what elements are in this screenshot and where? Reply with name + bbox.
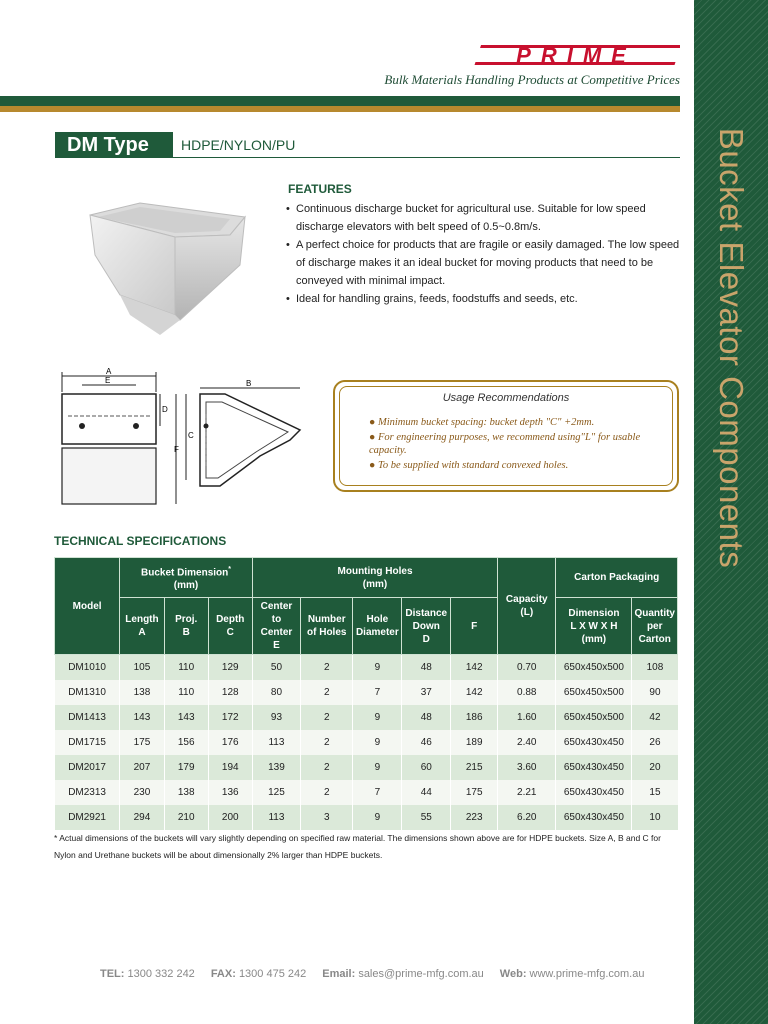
table-cell: 10 xyxy=(632,805,678,830)
tel-value: 1300 332 242 xyxy=(127,968,195,980)
table-row xyxy=(55,805,678,830)
table-cell: 138 xyxy=(164,780,208,805)
header-number-of-holes: Number of Holes xyxy=(301,598,353,655)
dim-label-c: C xyxy=(188,431,194,440)
table-cell: 2 xyxy=(301,655,353,681)
table-cell: 7 xyxy=(353,780,402,805)
table-cell: 9 xyxy=(353,805,402,830)
table-cell: 110 xyxy=(164,680,208,705)
table-cell: DM2017 xyxy=(55,755,120,780)
table-cell: DM2921 xyxy=(55,805,120,830)
table-cell: 46 xyxy=(402,730,451,755)
table-cell: 172 xyxy=(208,705,252,730)
table-cell: 6.20 xyxy=(498,805,556,830)
table-cell: 3 xyxy=(301,805,353,830)
table-cell: 20 xyxy=(632,755,678,780)
table-cell: 110 xyxy=(164,655,208,681)
table-cell: 143 xyxy=(164,705,208,730)
table-cell: 142 xyxy=(451,680,498,705)
table-cell: 156 xyxy=(164,730,208,755)
header-dimension: Dimension L X W X H (mm) xyxy=(556,598,632,655)
table-cell: 2 xyxy=(301,730,353,755)
table-cell: 142 xyxy=(451,655,498,681)
table-cell: DM1715 xyxy=(55,730,120,755)
table-cell: 7 xyxy=(353,680,402,705)
usage-item: ● Minimum bucket spacing: bucket depth "C" +2mm. xyxy=(369,417,595,428)
web-link[interactable]: www.prime-mfg.com.au xyxy=(529,968,645,980)
tel-label: TEL: xyxy=(100,968,125,980)
header-depth: Depth C xyxy=(208,598,252,655)
table-cell: 113 xyxy=(252,730,300,755)
product-material: HDPE/NYLON/PU xyxy=(173,132,680,158)
table-cell: 9 xyxy=(353,705,402,730)
features-list xyxy=(286,200,680,308)
prime-logo xyxy=(472,42,680,68)
table-cell: 42 xyxy=(632,705,678,730)
table-cell: 9 xyxy=(353,730,402,755)
table-cell: 129 xyxy=(208,655,252,681)
table-cell: 294 xyxy=(120,805,165,830)
table-cell: 1.60 xyxy=(498,705,556,730)
header-f: F xyxy=(451,598,498,655)
table-cell: 139 xyxy=(252,755,300,780)
table-cell: 0.88 xyxy=(498,680,556,705)
table-row xyxy=(55,780,678,805)
table-cell: 207 xyxy=(120,755,165,780)
table-cell: 650x430x450 xyxy=(556,805,632,830)
table-row xyxy=(55,730,678,755)
side-title: Bucket Elevator Components xyxy=(713,127,750,569)
table-cell: 223 xyxy=(451,805,498,830)
table-cell: 3.60 xyxy=(498,755,556,780)
header-stripe-gold xyxy=(0,106,680,112)
table-cell: 93 xyxy=(252,705,300,730)
header-quantity: Quantity per Carton xyxy=(632,598,678,655)
usage-item: ● For engineering purposes, we recommend using"L" for usable capacity. xyxy=(369,432,641,456)
table-cell: 60 xyxy=(402,755,451,780)
email-label: Email: xyxy=(322,968,356,980)
table-cell: 200 xyxy=(208,805,252,830)
table-cell: 210 xyxy=(164,805,208,830)
table-row xyxy=(55,705,678,730)
feature-item: • Ideal for handling grains, feeds, foodstuffs and seeds, etc. xyxy=(286,290,680,308)
table-row xyxy=(55,655,678,681)
table-cell: 125 xyxy=(252,780,300,805)
header-stripe-green xyxy=(0,96,680,106)
fax-value: 1300 475 242 xyxy=(238,968,307,980)
table-cell: 55 xyxy=(402,805,451,830)
table-cell: 176 xyxy=(208,730,252,755)
dim-label-d: D xyxy=(162,405,168,414)
product-type-label: DM Type xyxy=(55,132,173,158)
table-cell: 2 xyxy=(301,680,353,705)
table-cell: 189 xyxy=(451,730,498,755)
header-capacity: Capacity (L) xyxy=(498,558,556,655)
table-cell: 175 xyxy=(451,780,498,805)
usage-list xyxy=(369,416,659,474)
table-cell: 650x430x450 xyxy=(556,780,632,805)
table-cell: 179 xyxy=(164,755,208,780)
dim-label-f: F xyxy=(174,445,179,454)
dim-label-a: A xyxy=(106,368,112,376)
usage-title: Usage Recommendations xyxy=(442,392,570,404)
table-cell: 186 xyxy=(451,705,498,730)
contact-footer xyxy=(100,968,644,980)
table-cell: 650x450x500 xyxy=(556,705,632,730)
table-cell: 650x430x450 xyxy=(556,755,632,780)
bucket-photo xyxy=(80,195,250,345)
table-cell: 26 xyxy=(632,730,678,755)
tech-specs-title: TECHNICAL SPECIFICATIONS xyxy=(54,534,227,548)
table-cell: 113 xyxy=(252,805,300,830)
specs-table-body xyxy=(55,655,678,831)
dim-label-e: E xyxy=(105,376,111,385)
feature-item: • Continuous discharge bucket for agricultural use. Suitable for low speed discharge elevators with belt speed of 0.5~0.8m/s. xyxy=(286,200,680,236)
table-cell: 215 xyxy=(451,755,498,780)
table-row xyxy=(55,680,678,705)
table-cell: 2 xyxy=(301,780,353,805)
header-center-to-center: Center to Center E xyxy=(252,598,300,655)
feature-item: • A perfect choice for products that are fragile or easily damaged. The low speed of discharge makes it an ideal bucket for moving products that need to be conveyed with minimal impact. xyxy=(286,236,680,290)
table-cell: 15 xyxy=(632,780,678,805)
table-cell: 230 xyxy=(120,780,165,805)
table-cell: 650x430x450 xyxy=(556,730,632,755)
bullet-icon: • xyxy=(286,239,290,251)
usage-item: ● To be supplied with standard convexed holes. xyxy=(369,460,569,471)
table-cell: 90 xyxy=(632,680,678,705)
header-bucket-dimension: Bucket Dimension* (mm) xyxy=(120,558,253,598)
table-cell: 44 xyxy=(402,780,451,805)
table-cell: DM2313 xyxy=(55,780,120,805)
table-cell: 9 xyxy=(353,655,402,681)
table-cell: 80 xyxy=(252,680,300,705)
table-cell: 0.70 xyxy=(498,655,556,681)
table-cell: DM1010 xyxy=(55,655,120,681)
table-cell: 48 xyxy=(402,705,451,730)
table-cell: 2 xyxy=(301,705,353,730)
dim-label-b: B xyxy=(246,379,252,388)
features-title: FEATURES xyxy=(288,182,352,196)
usage-recommendations-box xyxy=(333,380,679,492)
table-cell: 175 xyxy=(120,730,165,755)
fax-label: FAX: xyxy=(210,968,236,980)
footnote: * Actual dimensions of the buckets will vary slightly depending on specified raw material. The dimensions shown above are for HDPE buckets. Size A, B and C for Nylon and Urethane buckets will be about dimensionally 2% larger than HDPE buckets. xyxy=(54,833,661,860)
tagline: Bulk Materials Handling Products at Competitive Prices xyxy=(384,72,680,87)
table-cell: 143 xyxy=(120,705,165,730)
table-cell: 128 xyxy=(208,680,252,705)
header-proj: Proj. B xyxy=(164,598,208,655)
table-cell: 650x450x500 xyxy=(556,655,632,681)
table-cell: 50 xyxy=(252,655,300,681)
table-cell: 2.21 xyxy=(498,780,556,805)
header-length: Length A xyxy=(120,598,165,655)
header-model: Model xyxy=(55,558,120,655)
table-cell: 136 xyxy=(208,780,252,805)
header-distance-down: Distance Down D xyxy=(402,598,451,655)
header-hole-diameter: Hole Diameter xyxy=(353,598,402,655)
brand-text: PRIME xyxy=(516,43,636,68)
table-cell: 9 xyxy=(353,755,402,780)
table-cell: 194 xyxy=(208,755,252,780)
web-label: Web: xyxy=(499,968,527,980)
dimension-diagram xyxy=(50,368,312,508)
table-cell: 138 xyxy=(120,680,165,705)
table-cell: 108 xyxy=(632,655,678,681)
bullet-icon: • xyxy=(286,293,290,305)
bullet-icon: • xyxy=(286,203,290,215)
table-cell: 105 xyxy=(120,655,165,681)
specs-table xyxy=(54,557,678,830)
table-cell: 650x450x500 xyxy=(556,680,632,705)
header-carton: Carton Packaging xyxy=(556,558,678,598)
table-cell: DM1310 xyxy=(55,680,120,705)
header-mounting-holes: Mounting Holes (mm) xyxy=(252,558,497,598)
table-cell: DM1413 xyxy=(55,705,120,730)
table-cell: 2.40 xyxy=(498,730,556,755)
table-row xyxy=(55,755,678,780)
email-link[interactable]: sales@prime-mfg.com.au xyxy=(358,968,484,980)
table-cell: 2 xyxy=(301,755,353,780)
table-cell: 37 xyxy=(402,680,451,705)
table-cell: 48 xyxy=(402,655,451,681)
